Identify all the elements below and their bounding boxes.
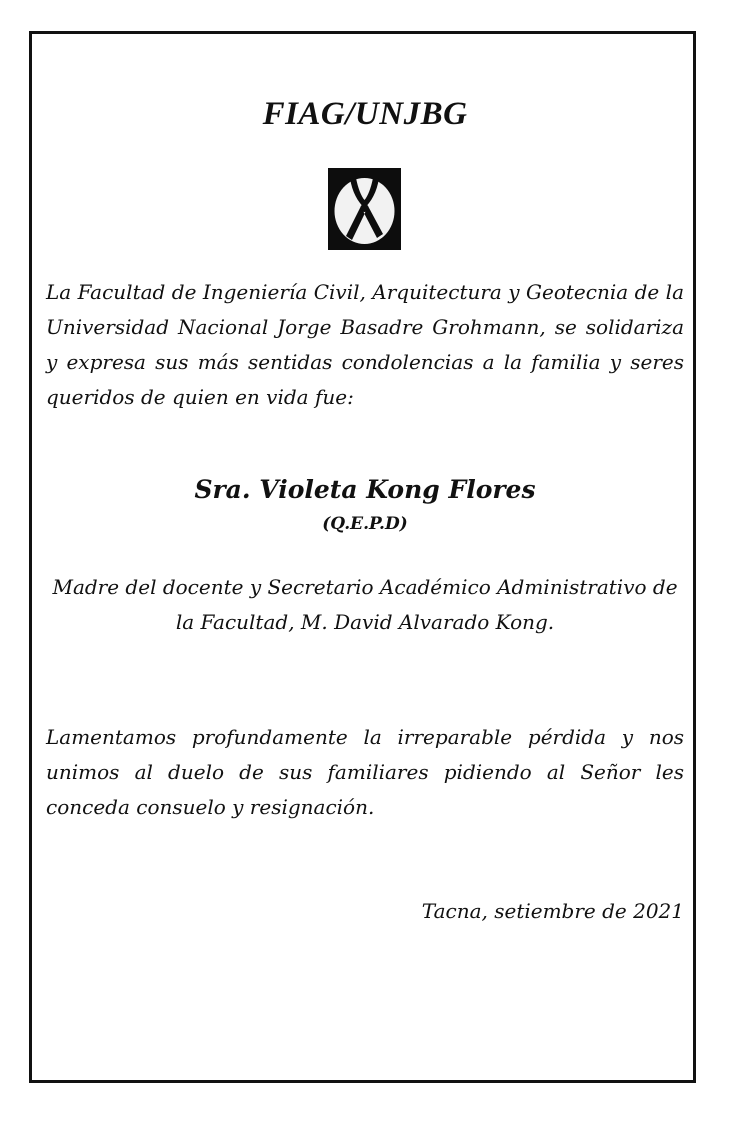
place-date: Tacna, setiembre de 2021 xyxy=(421,899,684,923)
mourning-ribbon-icon xyxy=(328,168,401,250)
closing-paragraph: Lamentamos profundamente la irreparable pérdida y nos unimos al duelo de sus familiares pidiendo al Señor les conceda consuelo y resignación. xyxy=(46,725,684,819)
rip-label: (Q.E.P.D) xyxy=(322,514,408,534)
relation-paragraph: Madre del docente y Secretario Académico Administrativo de la Facultad, M. David Alvarado Kong. xyxy=(52,575,678,634)
deceased-name: Sra. Violeta Kong Flores xyxy=(194,475,536,504)
page-title: FIAG/UNJBG xyxy=(262,96,468,132)
intro-paragraph: La Facultad de Ingeniería Civil, Arquitectura y Geotecnia de la Universidad Nacional Jorge Basadre Grohmann, se solidariza y expresa sus más sentidas condolencias a la familia y seres queridos de quien en vida fue: xyxy=(46,280,684,409)
